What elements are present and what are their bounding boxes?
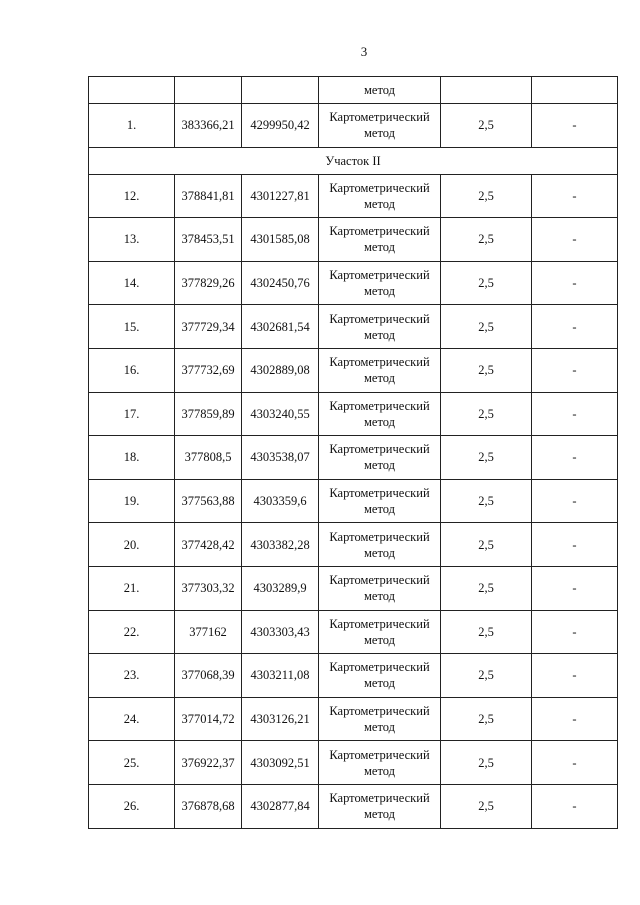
cell-x: 378841,81: [175, 174, 242, 218]
cell-accuracy: 2,5: [441, 654, 532, 698]
cell-number: 15.: [89, 305, 175, 349]
cell-extra: -: [532, 523, 618, 567]
method-line-2: метод: [363, 632, 395, 647]
cell-x: 377014,72: [175, 697, 242, 741]
cell-method: [319, 305, 441, 349]
cell-number: 17.: [89, 392, 175, 436]
cell-accuracy: 2,5: [441, 697, 532, 741]
method-line-1: Картометрический: [329, 529, 430, 544]
cell-x: 377162: [175, 610, 242, 654]
method-line-2: метод: [363, 284, 395, 299]
cell-x: 377808,5: [175, 436, 242, 480]
cell-y: [242, 77, 319, 104]
cell-x: 377303,32: [175, 566, 242, 610]
cell-method: [319, 261, 441, 305]
cell-x: 377068,39: [175, 654, 242, 698]
cell-accuracy: 2,5: [441, 305, 532, 349]
cell-x: 383366,21: [175, 104, 242, 148]
method-line-2: метод: [363, 763, 395, 778]
cell-number: 20.: [89, 523, 175, 567]
method-line-2: метод: [363, 545, 395, 560]
cell-number: 16.: [89, 348, 175, 392]
method-line-2: метод: [363, 414, 395, 429]
cell-method: [319, 392, 441, 436]
cell-method: [319, 436, 441, 480]
cell-y: 4302681,54: [242, 305, 319, 349]
cell-number: 13.: [89, 218, 175, 262]
cell-number: 25.: [89, 741, 175, 785]
method-line-2: метод: [363, 807, 395, 822]
cell-x: 377563,88: [175, 479, 242, 523]
cell-extra: -: [532, 174, 618, 218]
cell-y: 4303289,9: [242, 566, 319, 610]
cell-x: 376922,37: [175, 741, 242, 785]
cell-extra: -: [532, 436, 618, 480]
cell-x: 377859,89: [175, 392, 242, 436]
cell-extra: -: [532, 392, 618, 436]
cell-number: 1.: [89, 104, 175, 148]
table-row: [89, 305, 618, 349]
table-row: [89, 784, 618, 828]
cell-method: метод: [319, 77, 441, 104]
table-row: [89, 523, 618, 567]
method-line-1: Картометрический: [329, 355, 430, 370]
cell-accuracy: 2,5: [441, 261, 532, 305]
cell-accuracy: 2,5: [441, 523, 532, 567]
cell-y: 4303240,55: [242, 392, 319, 436]
cell-method: [319, 610, 441, 654]
cell-method: [319, 104, 441, 148]
cell-number: 24.: [89, 697, 175, 741]
cell-number: 18.: [89, 436, 175, 480]
table-row: [89, 104, 618, 148]
table-row: [89, 741, 618, 785]
method-line-1: Картометрический: [329, 110, 430, 125]
method-line-1: Картометрический: [329, 660, 430, 675]
table-row: [89, 479, 618, 523]
cell-extra: -: [532, 566, 618, 610]
method-line-2: метод: [363, 720, 395, 735]
method-line-2: метод: [363, 676, 395, 691]
cell-extra: -: [532, 784, 618, 828]
cell-method: [319, 348, 441, 392]
cell-y: 4303359,6: [242, 479, 319, 523]
table-row: [89, 174, 618, 218]
section-title: Участок II: [89, 147, 618, 174]
cell-x: 377829,26: [175, 261, 242, 305]
method-line-1: Картометрический: [329, 486, 430, 501]
method-line-2: метод: [363, 458, 395, 473]
section-row: [89, 147, 618, 174]
cell-extra: -: [532, 104, 618, 148]
cell-accuracy: 2,5: [441, 218, 532, 262]
method-line-1: Картометрический: [329, 268, 430, 283]
cell-y: 4302450,76: [242, 261, 319, 305]
table-row: [89, 261, 618, 305]
method-line-2: метод: [363, 240, 395, 255]
cell-y: 4303382,28: [242, 523, 319, 567]
cell-number: 22.: [89, 610, 175, 654]
cell-extra: -: [532, 348, 618, 392]
coordinates-table: [88, 76, 618, 829]
method-line-2: метод: [363, 589, 395, 604]
cell-accuracy: 2,5: [441, 784, 532, 828]
cell-extra: -: [532, 697, 618, 741]
cell-accuracy: 2,5: [441, 479, 532, 523]
method-line-1: Картометрический: [329, 616, 430, 631]
cell-extra: -: [532, 305, 618, 349]
cell-y: 4303126,21: [242, 697, 319, 741]
cell-extra: -: [532, 741, 618, 785]
cell-extra: -: [532, 654, 618, 698]
table-row: [89, 348, 618, 392]
page-number: 3: [360, 44, 368, 59]
cell-method: [319, 479, 441, 523]
cell-accuracy: [441, 77, 532, 104]
method-line-1: Картометрический: [329, 442, 430, 457]
cell-y: 4299950,42: [242, 104, 319, 148]
table-row: [89, 697, 618, 741]
cell-number: 19.: [89, 479, 175, 523]
cell-number: [89, 77, 175, 104]
cell-accuracy: 2,5: [441, 104, 532, 148]
cell-extra: -: [532, 610, 618, 654]
method-line-2: метод: [363, 196, 395, 211]
table-row: [89, 218, 618, 262]
cell-accuracy: 2,5: [441, 392, 532, 436]
method-line-1: Картометрический: [329, 747, 430, 762]
cell-method: [319, 523, 441, 567]
cell-x: 376878,68: [175, 784, 242, 828]
method-line-2: метод: [363, 327, 395, 342]
method-line-1: Картометрический: [329, 180, 430, 195]
cell-y: 4301585,08: [242, 218, 319, 262]
cell-number: 12.: [89, 174, 175, 218]
table-row: [89, 566, 618, 610]
method-line-1: Картометрический: [329, 398, 430, 413]
cell-x: 377428,42: [175, 523, 242, 567]
cell-x: [175, 77, 242, 104]
method-line-1: Картометрический: [329, 791, 430, 806]
cell-y: 4301227,81: [242, 174, 319, 218]
table-row-continued: [89, 77, 618, 104]
cell-y: 4302889,08: [242, 348, 319, 392]
cell-method: [319, 174, 441, 218]
cell-number: 14.: [89, 261, 175, 305]
cell-method: [319, 697, 441, 741]
cell-accuracy: 2,5: [441, 348, 532, 392]
table-row: [89, 610, 618, 654]
cell-accuracy: 2,5: [441, 436, 532, 480]
method-line-2: метод: [363, 126, 395, 141]
cell-accuracy: 2,5: [441, 566, 532, 610]
cell-x: 377732,69: [175, 348, 242, 392]
table-row: [89, 436, 618, 480]
cell-accuracy: 2,5: [441, 610, 532, 654]
cell-number: 26.: [89, 784, 175, 828]
cell-number: 21.: [89, 566, 175, 610]
cell-method: [319, 218, 441, 262]
cell-method: [319, 654, 441, 698]
method-line-1: Картометрический: [329, 224, 430, 239]
method-line-2: метод: [363, 371, 395, 386]
cell-accuracy: 2,5: [441, 174, 532, 218]
cell-method: [319, 566, 441, 610]
cell-extra: -: [532, 218, 618, 262]
table-row: [89, 654, 618, 698]
cell-y: 4303092,51: [242, 741, 319, 785]
method-line-1: Картометрический: [329, 311, 430, 326]
cell-method: [319, 741, 441, 785]
cell-method: [319, 784, 441, 828]
cell-y: 4303538,07: [242, 436, 319, 480]
cell-y: 4303211,08: [242, 654, 319, 698]
cell-extra: -: [532, 261, 618, 305]
cell-x: 377729,34: [175, 305, 242, 349]
table-row: [89, 392, 618, 436]
cell-x: 378453,51: [175, 218, 242, 262]
method-line-1: Картометрический: [329, 704, 430, 719]
cell-y: 4303303,43: [242, 610, 319, 654]
method-line-1: Картометрический: [329, 573, 430, 588]
cell-extra: [532, 77, 618, 104]
cell-number: 23.: [89, 654, 175, 698]
method-line-2: метод: [363, 502, 395, 517]
cell-extra: -: [532, 479, 618, 523]
cell-accuracy: 2,5: [441, 741, 532, 785]
cell-y: 4302877,84: [242, 784, 319, 828]
